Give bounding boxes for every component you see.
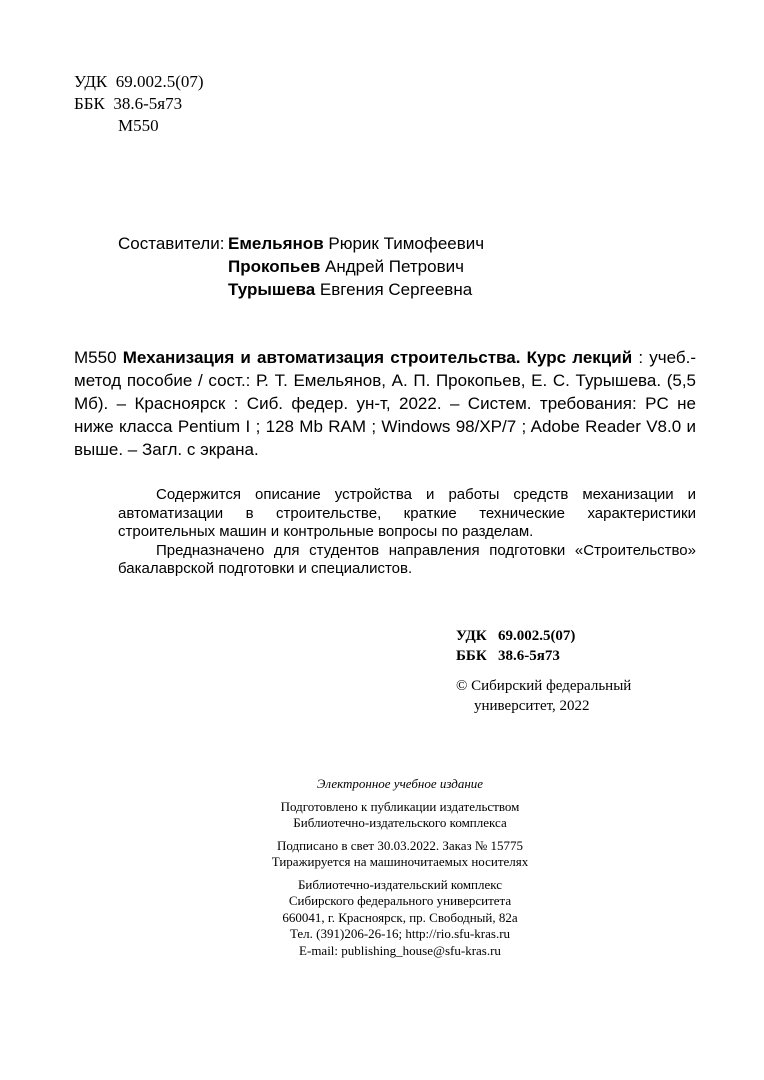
imprint-line: Библиотечно-издательский комплекс [297, 876, 503, 892]
compiler-names: Евгения Сергеевна [319, 280, 473, 299]
publisher-address [200, 877, 600, 960]
author-mark: М550 [118, 116, 159, 135]
imprint-block [200, 776, 600, 965]
imprint-line: Тел. (391)206-26-16; http://rio.sfu-kras.ru [289, 926, 511, 941]
classification-codes [74, 71, 204, 137]
annotation [118, 486, 696, 579]
copyright-line: © Сибирский федеральный [456, 678, 632, 694]
bbk-repeat: ББК 38.6-5я73 [456, 648, 560, 664]
compiler-line [118, 232, 484, 255]
bibliographic-record [74, 346, 696, 461]
annotation-paragraph: Содержится описание устройства и работы средств механизации и автоматизации в строительстве, краткие технические характеристики строительных машин и контрольные вопросы по разделам. [118, 486, 696, 540]
compiler-surname: Емельянов [228, 234, 324, 253]
imprint-line: Библиотечно-издательского комплекса [293, 815, 507, 830]
imprint-line: Сибирского федерального университета [288, 893, 512, 908]
imprint-line: Подписано в свет 30.03.2022. Заказ № 15775 [276, 837, 524, 853]
imprint-line: Подготовлено к публикации издательством [280, 798, 520, 814]
compiler-surname: Прокопьев [228, 257, 321, 276]
compiler-line [118, 278, 484, 301]
compiler-names: Рюрик Тимофеевич [328, 234, 485, 253]
annotation-paragraph: Предназначено для студентов направления подготовки «Строительство» бакалаврской подготовки и специалистов. [118, 541, 696, 577]
bbk-label: ББК [74, 94, 105, 113]
compiler-line [118, 255, 484, 278]
compiler-surname: Турышева [228, 280, 316, 299]
compilers-block [118, 232, 484, 301]
imprint-line: Тиражируется на машиночитаемых носителях [271, 854, 529, 869]
bbk-line [74, 93, 204, 115]
bbk-value: 38.6-5я73 [113, 94, 183, 113]
classification-codes-repeat [456, 626, 575, 666]
imprint-line: 660041, г. Красноярск, пр. Свободный, 82а [282, 909, 518, 925]
udk-repeat: УДК 69.002.5(07) [456, 628, 576, 644]
biblio-title: Механизация и автоматизация строительства. Курс лекций [122, 348, 633, 367]
udk-line [74, 71, 204, 93]
prepared-by [200, 799, 600, 832]
compilers-label: Составители: [118, 234, 225, 253]
udk-value: 69.002.5(07) [115, 72, 204, 91]
biblio-details: : учеб.-метод пособие / сост.: Р. Т. Емельянов, А. П. Прокопьев, Е. С. Турышева. (5,5 Мб). – Красноярск : Сиб. федер. ун-т, 2022. – Систем. требования: PC не ниже класса Pentium I ; 128 Mb RAM ; Windows 98/XP/7 ; Adobe Reader V8.0 и выше. – Загл. с экрана. [74, 348, 696, 459]
publication-info [200, 838, 600, 871]
udk-label: УДК [74, 72, 108, 91]
edition-type: Электронное учебное издание [316, 776, 484, 791]
biblio-mark: М550 [74, 348, 117, 367]
compiler-names: Андрей Петрович [325, 257, 464, 276]
copyright-line: университет, 2022 [474, 698, 590, 714]
copyright-notice [456, 676, 631, 716]
imprint-line: E-mail: publishing_house@sfu-kras.ru [299, 942, 501, 958]
